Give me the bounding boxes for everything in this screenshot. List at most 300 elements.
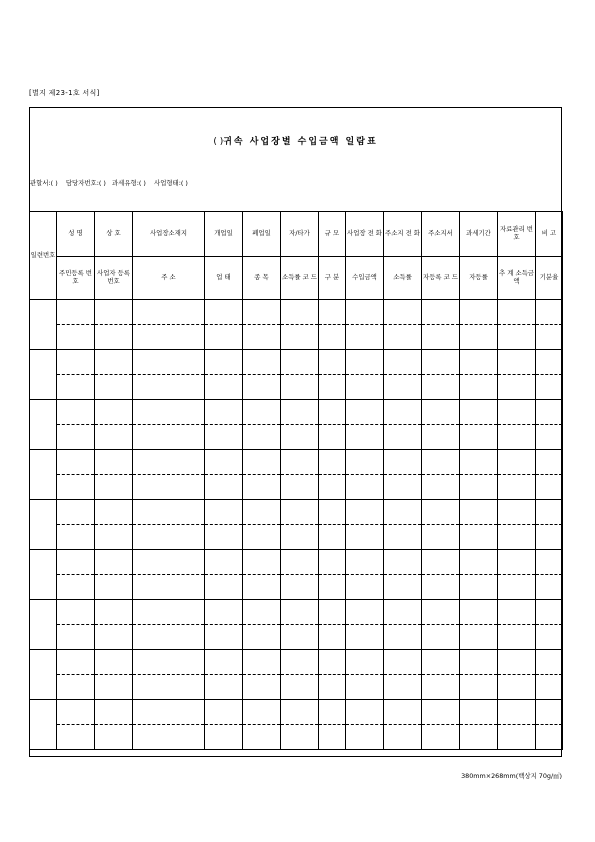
entry-cell-lower[interactable] bbox=[243, 375, 281, 400]
entry-cell-upper[interactable] bbox=[384, 300, 422, 325]
entry-cell-upper[interactable] bbox=[460, 650, 498, 675]
entry-cell-lower[interactable] bbox=[205, 725, 243, 750]
entry-cell-upper[interactable] bbox=[460, 300, 498, 325]
header-open-date: 개업일 bbox=[205, 212, 243, 257]
header-remarks: 비 고 bbox=[536, 212, 563, 257]
entry-cell-lower[interactable] bbox=[133, 525, 205, 550]
entry-cell-lower[interactable] bbox=[346, 575, 384, 600]
serial-cell[interactable] bbox=[30, 450, 57, 500]
entry-cell-upper[interactable] bbox=[498, 650, 536, 675]
entry-cell-lower[interactable] bbox=[384, 725, 422, 750]
entry-cell-upper[interactable] bbox=[57, 600, 95, 625]
entry-cell-upper[interactable] bbox=[422, 350, 460, 375]
entry-cell-upper[interactable] bbox=[57, 300, 95, 325]
entry-cell-upper[interactable] bbox=[319, 350, 346, 375]
entry-cell-upper[interactable] bbox=[384, 600, 422, 625]
entry-cell-lower[interactable] bbox=[460, 425, 498, 450]
entry-cell-upper[interactable] bbox=[281, 350, 319, 375]
entry-cell-lower[interactable] bbox=[133, 725, 205, 750]
table-row bbox=[30, 350, 563, 375]
entry-cell-upper[interactable] bbox=[319, 550, 346, 575]
form-title bbox=[30, 134, 561, 147]
entry-cell-upper[interactable] bbox=[384, 400, 422, 425]
entry-cell-lower[interactable] bbox=[460, 525, 498, 550]
entry-cell-upper[interactable] bbox=[281, 500, 319, 525]
entry-cell-lower[interactable] bbox=[281, 625, 319, 650]
entry-cell-upper[interactable] bbox=[536, 450, 563, 475]
entry-cell-lower[interactable] bbox=[422, 725, 460, 750]
entry-cell-lower[interactable] bbox=[384, 475, 422, 500]
entry-cell-upper[interactable] bbox=[243, 400, 281, 425]
entry-cell-lower[interactable] bbox=[384, 575, 422, 600]
entry-cell-lower[interactable] bbox=[384, 675, 422, 700]
entry-cell-lower[interactable] bbox=[281, 325, 319, 350]
entry-cell-lower[interactable] bbox=[422, 525, 460, 550]
entry-cell-lower[interactable] bbox=[319, 375, 346, 400]
serial-cell[interactable] bbox=[30, 500, 57, 550]
table-row bbox=[30, 475, 563, 500]
paper-size-note: 380mm×268mm(백상지 70g/㎡) bbox=[461, 772, 562, 780]
entry-cell-upper[interactable] bbox=[243, 450, 281, 475]
meta-business-type: 사업형태:( ) bbox=[154, 179, 188, 187]
entry-cell-lower[interactable] bbox=[536, 625, 563, 650]
entry-cell-upper[interactable] bbox=[205, 450, 243, 475]
entry-cell-lower[interactable] bbox=[460, 325, 498, 350]
entry-cell-upper[interactable] bbox=[498, 600, 536, 625]
table-row bbox=[30, 550, 563, 575]
entry-cell-lower[interactable] bbox=[384, 425, 422, 450]
entry-cell-upper[interactable] bbox=[95, 350, 133, 375]
entry-cell-lower[interactable] bbox=[95, 525, 133, 550]
entry-cell-lower[interactable] bbox=[281, 675, 319, 700]
entry-cell-upper[interactable] bbox=[319, 700, 346, 725]
entry-cell-lower[interactable] bbox=[281, 525, 319, 550]
header-revenue: 수입금액 bbox=[346, 257, 384, 300]
entry-cell-lower[interactable] bbox=[346, 725, 384, 750]
entry-cell-lower[interactable] bbox=[205, 625, 243, 650]
header-division: 구 분 bbox=[319, 257, 346, 300]
entry-cell-upper[interactable] bbox=[460, 350, 498, 375]
entry-cell-lower[interactable] bbox=[205, 575, 243, 600]
entry-cell-upper[interactable] bbox=[281, 450, 319, 475]
entry-cell-lower[interactable] bbox=[281, 425, 319, 450]
entry-cell-lower[interactable] bbox=[536, 675, 563, 700]
header-business-reg-no: 사업자 등록번호 bbox=[95, 257, 133, 300]
header-scale: 규 모 bbox=[319, 212, 346, 257]
entry-cell-upper[interactable] bbox=[536, 500, 563, 525]
entry-cell-lower[interactable] bbox=[243, 675, 281, 700]
entry-cell-upper[interactable] bbox=[133, 600, 205, 625]
entry-cell-upper[interactable] bbox=[57, 700, 95, 725]
entry-cell-upper[interactable] bbox=[460, 550, 498, 575]
entry-cell-upper[interactable] bbox=[498, 550, 536, 575]
entry-cell-lower[interactable] bbox=[498, 325, 536, 350]
entry-cell-upper[interactable] bbox=[346, 400, 384, 425]
entry-cell-lower[interactable] bbox=[243, 425, 281, 450]
entry-cell-lower[interactable] bbox=[460, 475, 498, 500]
entry-cell-upper[interactable] bbox=[57, 350, 95, 375]
header-self-reg-code: 자등록 코 드 bbox=[422, 257, 460, 300]
entry-cell-upper[interactable] bbox=[498, 350, 536, 375]
entry-cell-upper[interactable] bbox=[95, 500, 133, 525]
serial-cell[interactable] bbox=[30, 600, 57, 650]
table-row bbox=[30, 650, 563, 675]
entry-cell-upper[interactable] bbox=[281, 550, 319, 575]
entry-cell-lower[interactable] bbox=[536, 475, 563, 500]
entry-cell-upper[interactable] bbox=[95, 650, 133, 675]
table-row bbox=[30, 675, 563, 700]
form-frame bbox=[29, 107, 562, 757]
entry-cell-lower[interactable] bbox=[346, 475, 384, 500]
entry-cell-lower[interactable] bbox=[422, 425, 460, 450]
entry-cell-upper[interactable] bbox=[498, 500, 536, 525]
entry-cell-upper[interactable] bbox=[536, 650, 563, 675]
entry-cell-upper[interactable] bbox=[346, 450, 384, 475]
table-row bbox=[30, 525, 563, 550]
entry-cell-upper[interactable] bbox=[281, 600, 319, 625]
header-trade-name: 상 호 bbox=[95, 212, 133, 257]
table-row bbox=[30, 325, 563, 350]
entry-cell-lower[interactable] bbox=[346, 625, 384, 650]
entry-cell-upper[interactable] bbox=[95, 400, 133, 425]
entry-cell-upper[interactable] bbox=[346, 300, 384, 325]
meta-tax-type: 과세유형:( ) bbox=[112, 179, 146, 187]
entry-cell-upper[interactable] bbox=[95, 700, 133, 725]
entry-cell-lower[interactable] bbox=[319, 425, 346, 450]
entry-cell-lower[interactable] bbox=[536, 725, 563, 750]
entry-cell-upper[interactable] bbox=[243, 600, 281, 625]
entry-cell-upper[interactable] bbox=[281, 650, 319, 675]
entry-cell-upper[interactable] bbox=[346, 350, 384, 375]
entry-cell-lower[interactable] bbox=[205, 525, 243, 550]
entry-cell-upper[interactable] bbox=[133, 700, 205, 725]
entry-cell-upper[interactable] bbox=[536, 300, 563, 325]
entry-cell-upper[interactable] bbox=[422, 300, 460, 325]
entry-cell-lower[interactable] bbox=[95, 675, 133, 700]
entry-cell-lower[interactable] bbox=[422, 475, 460, 500]
table-row bbox=[30, 625, 563, 650]
entry-cell-lower[interactable] bbox=[319, 625, 346, 650]
entry-cell-lower[interactable] bbox=[536, 525, 563, 550]
header-business-location: 사업장소재지 bbox=[133, 212, 205, 257]
entry-cell-upper[interactable] bbox=[281, 400, 319, 425]
entry-cell-lower[interactable] bbox=[422, 675, 460, 700]
entry-cell-lower[interactable] bbox=[346, 675, 384, 700]
entry-cell-lower[interactable] bbox=[498, 525, 536, 550]
entry-cell-lower[interactable] bbox=[243, 325, 281, 350]
entry-cell-upper[interactable] bbox=[205, 700, 243, 725]
entry-cell-upper[interactable] bbox=[133, 400, 205, 425]
entry-cell-lower[interactable] bbox=[205, 475, 243, 500]
entry-cell-lower[interactable] bbox=[243, 525, 281, 550]
entry-cell-upper[interactable] bbox=[384, 500, 422, 525]
entry-cell-lower[interactable] bbox=[384, 375, 422, 400]
entry-cell-upper[interactable] bbox=[95, 550, 133, 575]
entry-cell-upper[interactable] bbox=[133, 300, 205, 325]
entry-cell-upper[interactable] bbox=[384, 350, 422, 375]
entry-cell-upper[interactable] bbox=[281, 700, 319, 725]
title-year-blank: ( ) bbox=[213, 137, 224, 147]
entry-cell-upper[interactable] bbox=[319, 650, 346, 675]
entry-cell-upper[interactable] bbox=[205, 600, 243, 625]
header-home-phone: 주소지 전 화 bbox=[384, 212, 422, 257]
entry-cell-upper[interactable] bbox=[57, 550, 95, 575]
entry-cell-lower[interactable] bbox=[498, 575, 536, 600]
serial-cell[interactable] bbox=[30, 300, 57, 350]
entry-cell-lower[interactable] bbox=[243, 625, 281, 650]
entry-cell-upper[interactable] bbox=[422, 550, 460, 575]
entry-cell-upper[interactable] bbox=[133, 500, 205, 525]
entry-cell-upper[interactable] bbox=[422, 450, 460, 475]
entry-cell-upper[interactable] bbox=[243, 500, 281, 525]
entry-cell-lower[interactable] bbox=[498, 475, 536, 500]
meta-office: 관할서:( ) bbox=[30, 179, 58, 187]
header-income-rate-code: 소득률 코 드 bbox=[281, 257, 319, 300]
entry-cell-upper[interactable] bbox=[498, 700, 536, 725]
entry-cell-lower[interactable] bbox=[319, 675, 346, 700]
entry-cell-lower[interactable] bbox=[57, 375, 95, 400]
serial-cell[interactable] bbox=[30, 550, 57, 600]
entry-cell-upper[interactable] bbox=[346, 500, 384, 525]
header-resident-no: 주민등록 번 호 bbox=[57, 257, 95, 300]
entry-cell-lower[interactable] bbox=[346, 375, 384, 400]
entry-cell-lower[interactable] bbox=[205, 325, 243, 350]
entry-cell-upper[interactable] bbox=[133, 650, 205, 675]
entry-cell-lower[interactable] bbox=[281, 475, 319, 500]
entry-cell-upper[interactable] bbox=[57, 650, 95, 675]
serial-cell[interactable] bbox=[30, 400, 57, 450]
entry-cell-lower[interactable] bbox=[57, 575, 95, 600]
entry-cell-lower[interactable] bbox=[498, 675, 536, 700]
entry-cell-lower[interactable] bbox=[57, 675, 95, 700]
entry-cell-upper[interactable] bbox=[460, 500, 498, 525]
entry-cell-lower[interactable] bbox=[346, 525, 384, 550]
table-row bbox=[30, 600, 563, 625]
entry-cell-upper[interactable] bbox=[133, 450, 205, 475]
entry-cell-lower[interactable] bbox=[205, 425, 243, 450]
entry-cell-lower[interactable] bbox=[319, 725, 346, 750]
entry-cell-upper[interactable] bbox=[346, 550, 384, 575]
header-serial-no: 일련번호 bbox=[30, 212, 57, 300]
table-row bbox=[30, 400, 563, 425]
entry-cell-lower[interactable] bbox=[346, 325, 384, 350]
entry-cell-lower[interactable] bbox=[243, 575, 281, 600]
entry-cell-upper[interactable] bbox=[133, 550, 205, 575]
entry-cell-lower[interactable] bbox=[384, 625, 422, 650]
entry-cell-lower[interactable] bbox=[460, 625, 498, 650]
header-base-rate: 기분율 bbox=[536, 257, 563, 300]
table-row bbox=[30, 425, 563, 450]
entry-cell-lower[interactable] bbox=[498, 725, 536, 750]
entry-cell-upper[interactable] bbox=[536, 600, 563, 625]
entry-cell-lower[interactable] bbox=[57, 325, 95, 350]
entry-cell-lower[interactable] bbox=[281, 575, 319, 600]
serial-cell[interactable] bbox=[30, 650, 57, 700]
entry-cell-upper[interactable] bbox=[95, 300, 133, 325]
entry-cell-lower[interactable] bbox=[422, 325, 460, 350]
title-text: 귀속 사업장별 수입금액 일람표 bbox=[223, 137, 378, 147]
entry-cell-upper[interactable] bbox=[95, 600, 133, 625]
entry-cell-lower[interactable] bbox=[460, 575, 498, 600]
entry-cell-lower[interactable] bbox=[95, 575, 133, 600]
table-row bbox=[30, 500, 563, 525]
entry-cell-lower[interactable] bbox=[133, 675, 205, 700]
entry-cell-lower[interactable] bbox=[57, 625, 95, 650]
entry-cell-lower[interactable] bbox=[95, 425, 133, 450]
entry-cell-upper[interactable] bbox=[498, 400, 536, 425]
entry-cell-lower[interactable] bbox=[460, 375, 498, 400]
entry-cell-lower[interactable] bbox=[536, 375, 563, 400]
entry-cell-upper[interactable] bbox=[536, 550, 563, 575]
income-table bbox=[29, 211, 563, 750]
table-row bbox=[30, 450, 563, 475]
header-business-category: 업 태 bbox=[205, 257, 243, 300]
header-close-date: 폐업일 bbox=[243, 212, 281, 257]
header-address-office: 주소지서 bbox=[422, 212, 460, 257]
header-business-phone: 사업장 전 화 bbox=[346, 212, 384, 257]
entry-cell-upper[interactable] bbox=[319, 400, 346, 425]
header-self-rate: 자등률 bbox=[460, 257, 498, 300]
entry-cell-upper[interactable] bbox=[498, 300, 536, 325]
entry-cell-lower[interactable] bbox=[133, 375, 205, 400]
entry-cell-upper[interactable] bbox=[319, 300, 346, 325]
entry-cell-upper[interactable] bbox=[460, 450, 498, 475]
entry-cell-upper[interactable] bbox=[243, 700, 281, 725]
header-tax-period: 과세기간 bbox=[460, 212, 498, 257]
entry-cell-upper[interactable] bbox=[422, 400, 460, 425]
header-own-rent: 자/타가 bbox=[281, 212, 319, 257]
entry-cell-lower[interactable] bbox=[422, 625, 460, 650]
entry-cell-lower[interactable] bbox=[536, 575, 563, 600]
entry-cell-upper[interactable] bbox=[243, 550, 281, 575]
header-address: 주 소 bbox=[133, 257, 205, 300]
entry-cell-upper[interactable] bbox=[536, 700, 563, 725]
entry-cell-lower[interactable] bbox=[133, 575, 205, 600]
header-record-no: 자료관리 번 호 bbox=[498, 212, 536, 257]
entry-cell-lower[interactable] bbox=[57, 725, 95, 750]
entry-cell-lower[interactable] bbox=[319, 525, 346, 550]
entry-cell-lower[interactable] bbox=[133, 425, 205, 450]
entry-cell-upper[interactable] bbox=[384, 450, 422, 475]
header-business-item: 종 목 bbox=[243, 257, 281, 300]
entry-cell-upper[interactable] bbox=[498, 450, 536, 475]
entry-cell-lower[interactable] bbox=[95, 325, 133, 350]
entry-cell-upper[interactable] bbox=[384, 650, 422, 675]
entry-cell-lower[interactable] bbox=[384, 525, 422, 550]
entry-cell-upper[interactable] bbox=[243, 350, 281, 375]
entry-cell-lower[interactable] bbox=[95, 625, 133, 650]
table-row bbox=[30, 375, 563, 400]
entry-cell-lower[interactable] bbox=[95, 375, 133, 400]
entry-cell-upper[interactable] bbox=[205, 500, 243, 525]
entry-cell-lower[interactable] bbox=[319, 475, 346, 500]
serial-cell[interactable] bbox=[30, 700, 57, 750]
entry-cell-lower[interactable] bbox=[243, 725, 281, 750]
entry-cell-lower[interactable] bbox=[498, 375, 536, 400]
entry-cell-lower[interactable] bbox=[133, 475, 205, 500]
entry-cell-lower[interactable] bbox=[133, 625, 205, 650]
entry-cell-upper[interactable] bbox=[422, 500, 460, 525]
table-row bbox=[30, 575, 563, 600]
entry-cell-upper[interactable] bbox=[281, 300, 319, 325]
entry-cell-upper[interactable] bbox=[243, 650, 281, 675]
entry-cell-upper[interactable] bbox=[422, 600, 460, 625]
entry-cell-upper[interactable] bbox=[319, 450, 346, 475]
entry-cell-upper[interactable] bbox=[95, 450, 133, 475]
entry-cell-lower[interactable] bbox=[205, 675, 243, 700]
entry-cell-lower[interactable] bbox=[460, 675, 498, 700]
form-code: [별지 제23-1호 서식] bbox=[29, 89, 100, 97]
entry-cell-upper[interactable] bbox=[460, 700, 498, 725]
entry-cell-lower[interactable] bbox=[243, 475, 281, 500]
entry-cell-upper[interactable] bbox=[205, 650, 243, 675]
serial-cell[interactable] bbox=[30, 350, 57, 400]
entry-cell-upper[interactable] bbox=[133, 350, 205, 375]
header-estimated-income: 추 계 소득금액 bbox=[498, 257, 536, 300]
entry-cell-upper[interactable] bbox=[536, 400, 563, 425]
entry-cell-upper[interactable] bbox=[205, 550, 243, 575]
entry-cell-upper[interactable] bbox=[346, 650, 384, 675]
entry-cell-lower[interactable] bbox=[319, 325, 346, 350]
entry-cell-upper[interactable] bbox=[57, 400, 95, 425]
entry-cell-upper[interactable] bbox=[346, 600, 384, 625]
entry-cell-lower[interactable] bbox=[133, 325, 205, 350]
entry-cell-upper[interactable] bbox=[460, 600, 498, 625]
entry-cell-lower[interactable] bbox=[460, 725, 498, 750]
entry-cell-lower[interactable] bbox=[319, 575, 346, 600]
table-row bbox=[30, 300, 563, 325]
entry-cell-upper[interactable] bbox=[422, 700, 460, 725]
entry-cell-lower[interactable] bbox=[384, 325, 422, 350]
meta-line bbox=[30, 178, 188, 187]
entry-cell-lower[interactable] bbox=[57, 525, 95, 550]
meta-staff-no: 담당자번호:( ) bbox=[65, 179, 106, 187]
entry-cell-upper[interactable] bbox=[422, 650, 460, 675]
entry-cell-upper[interactable] bbox=[384, 550, 422, 575]
entry-cell-lower[interactable] bbox=[536, 325, 563, 350]
entry-cell-lower[interactable] bbox=[205, 375, 243, 400]
entry-cell-upper[interactable] bbox=[319, 500, 346, 525]
entry-cell-lower[interactable] bbox=[536, 425, 563, 450]
entry-cell-lower[interactable] bbox=[281, 725, 319, 750]
entry-cell-lower[interactable] bbox=[498, 425, 536, 450]
entry-cell-upper[interactable] bbox=[205, 350, 243, 375]
table-row bbox=[30, 700, 563, 725]
entry-cell-lower[interactable] bbox=[422, 375, 460, 400]
entry-cell-upper[interactable] bbox=[460, 400, 498, 425]
entry-cell-upper[interactable] bbox=[205, 300, 243, 325]
entry-cell-lower[interactable] bbox=[281, 375, 319, 400]
header-income-rate: 소득률 bbox=[384, 257, 422, 300]
entry-cell-upper[interactable] bbox=[243, 300, 281, 325]
table-row bbox=[30, 725, 563, 750]
entry-cell-upper[interactable] bbox=[384, 700, 422, 725]
header-name: 성 명 bbox=[57, 212, 95, 257]
entry-cell-upper[interactable] bbox=[346, 700, 384, 725]
entry-cell-upper[interactable] bbox=[57, 450, 95, 475]
entry-cell-lower[interactable] bbox=[346, 425, 384, 450]
entry-cell-upper[interactable] bbox=[319, 600, 346, 625]
entry-cell-lower[interactable] bbox=[498, 625, 536, 650]
entry-cell-lower[interactable] bbox=[57, 475, 95, 500]
entry-cell-upper[interactable] bbox=[205, 400, 243, 425]
entry-cell-lower[interactable] bbox=[422, 575, 460, 600]
entry-cell-lower[interactable] bbox=[57, 425, 95, 450]
entry-cell-lower[interactable] bbox=[95, 475, 133, 500]
entry-cell-upper[interactable] bbox=[536, 350, 563, 375]
entry-cell-upper[interactable] bbox=[57, 500, 95, 525]
entry-cell-lower[interactable] bbox=[95, 725, 133, 750]
